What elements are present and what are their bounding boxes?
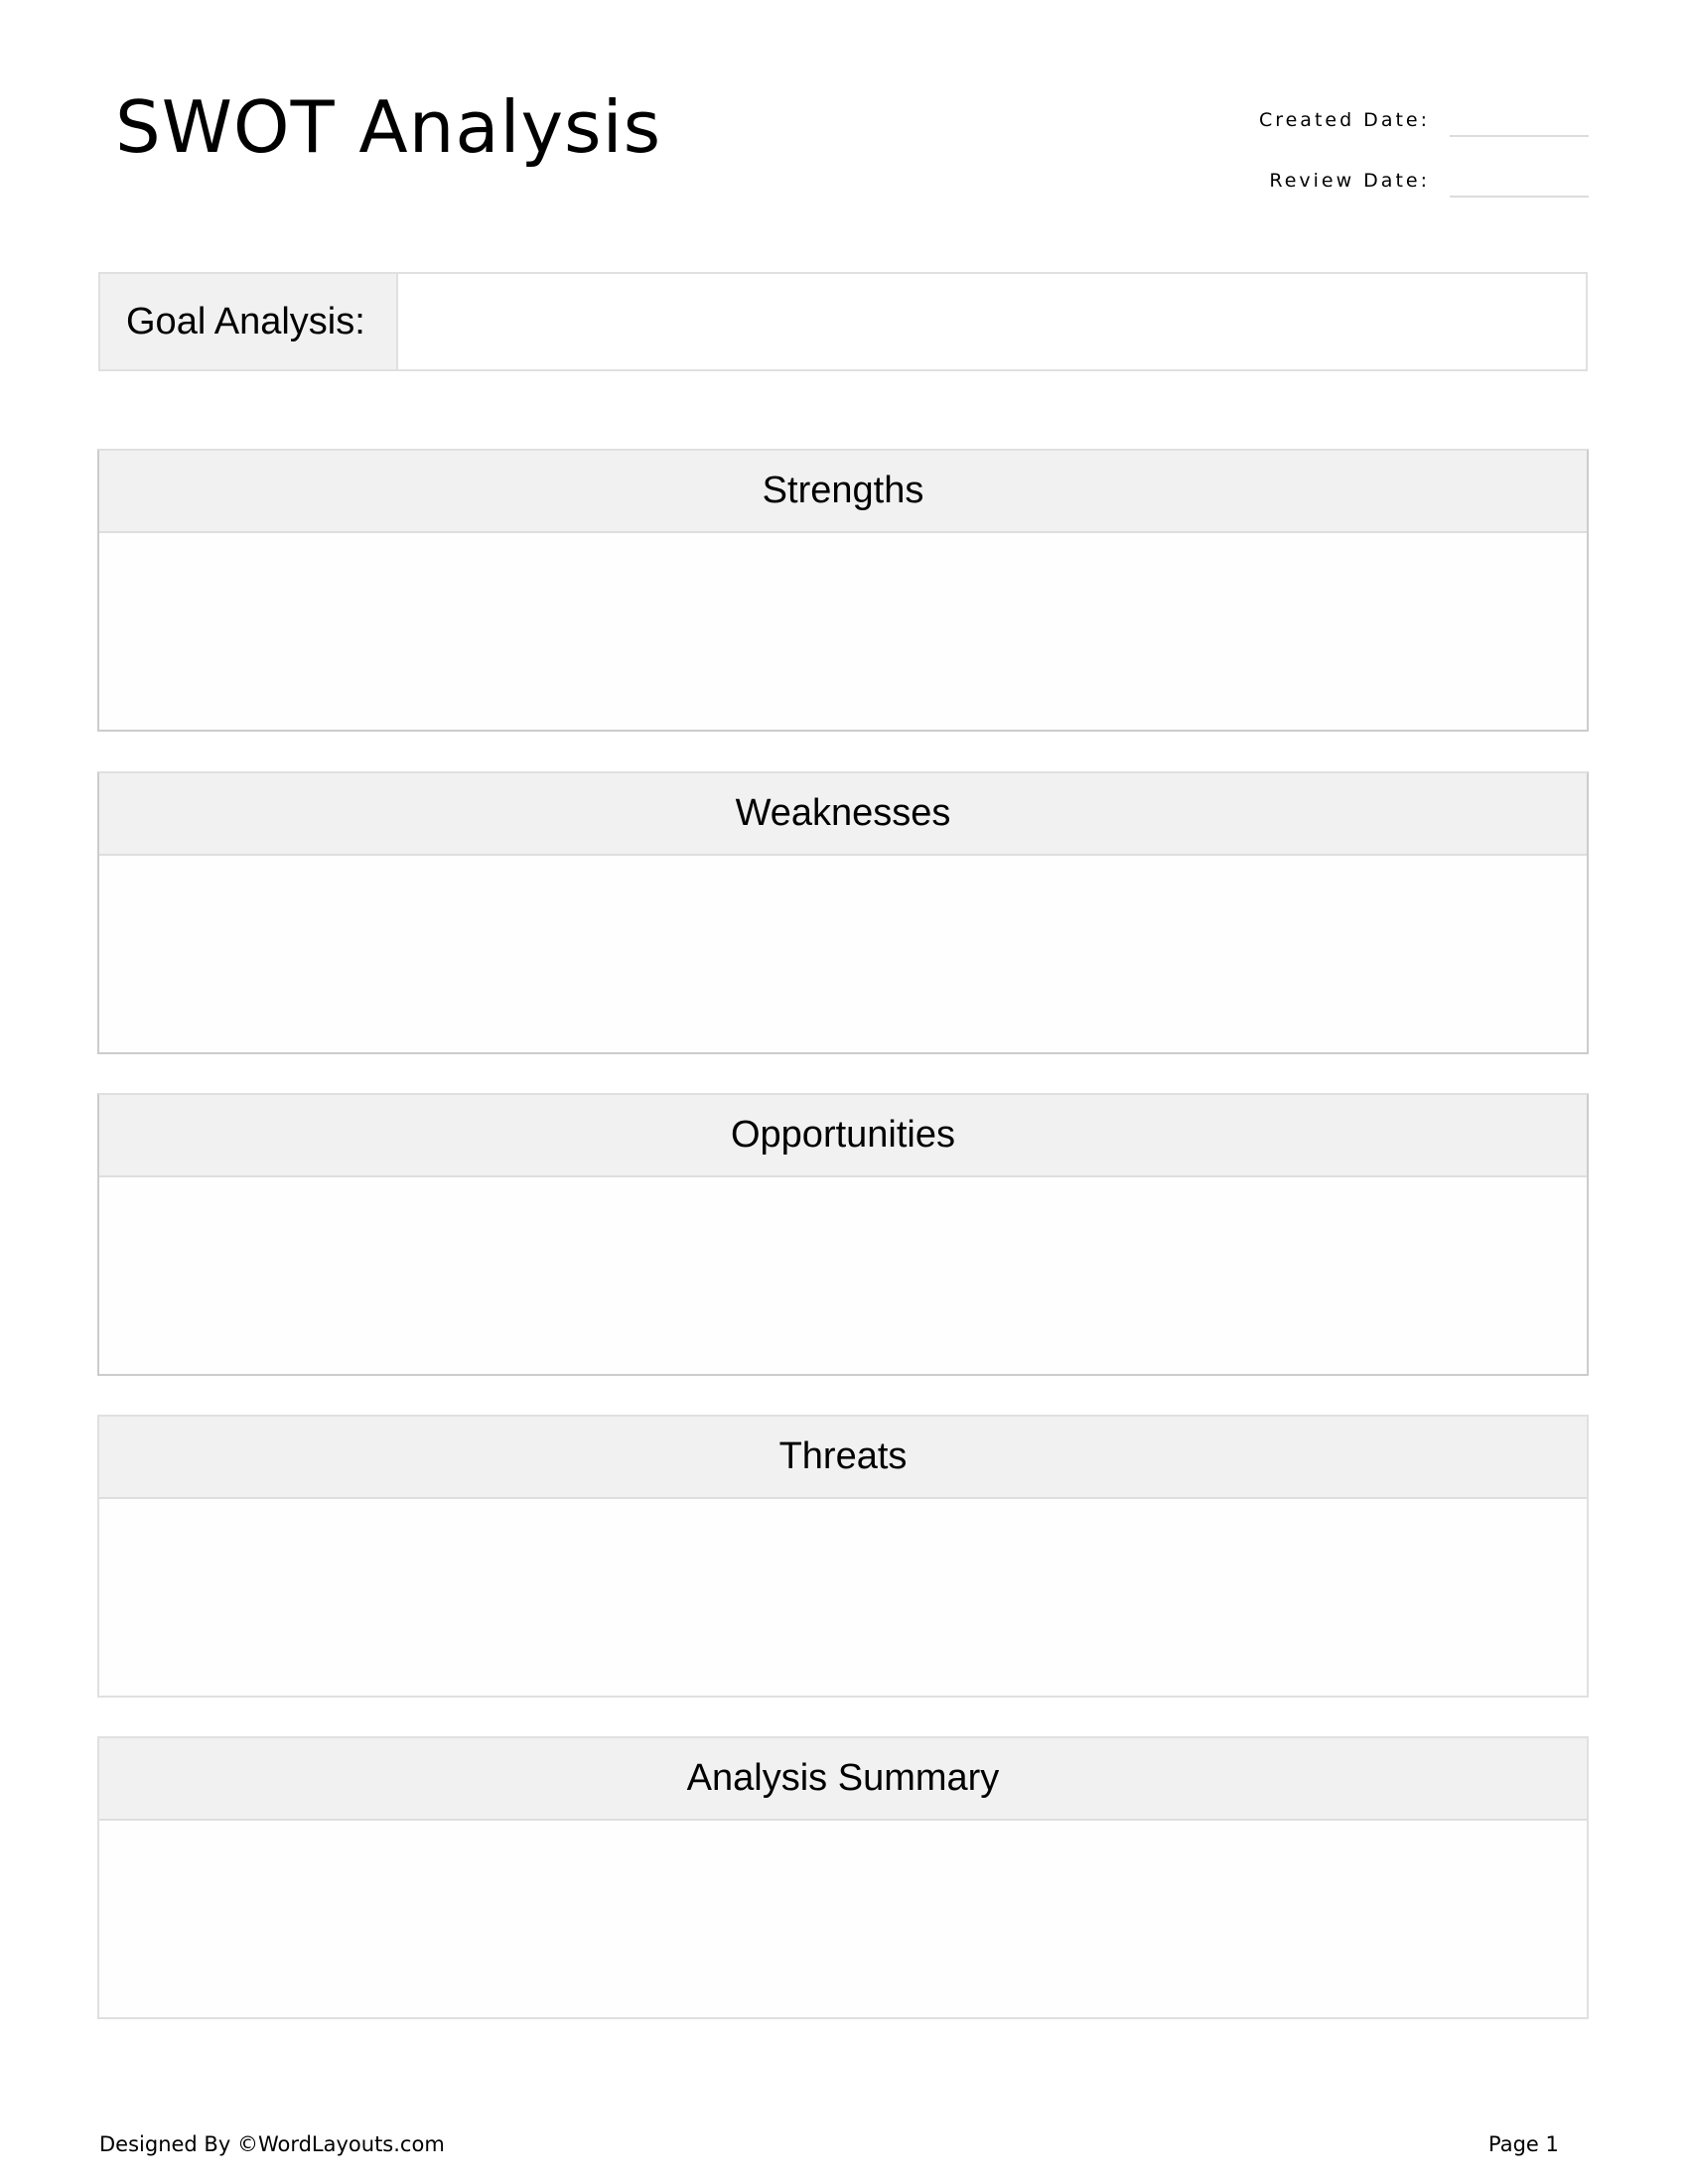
opportunities-field[interactable]: [99, 1177, 1587, 1374]
page-title: SWOT Analysis: [115, 85, 662, 169]
section-analysis-summary: [97, 1736, 1589, 2019]
section-header: Opportunities: [99, 1095, 1587, 1177]
created-date-label: Created Date:: [1258, 109, 1430, 131]
section-header: Analysis Summary: [99, 1738, 1587, 1821]
goal-analysis-row: [98, 272, 1588, 371]
created-date-row: [1231, 107, 1589, 137]
goal-analysis-label: Goal Analysis:: [100, 274, 398, 369]
section-threats: [97, 1415, 1589, 1698]
review-date-field[interactable]: [1450, 196, 1589, 198]
section-header: Weaknesses: [99, 773, 1587, 856]
threats-field[interactable]: [99, 1499, 1587, 1696]
analysis-summary-field[interactable]: [99, 1821, 1587, 2017]
section-header: Threats: [99, 1417, 1587, 1499]
strengths-field[interactable]: [99, 533, 1587, 730]
section-strengths: [97, 449, 1589, 732]
goal-analysis-field[interactable]: [398, 274, 1586, 369]
page-number: Page 1: [1488, 2132, 1559, 2156]
review-date-label: Review Date:: [1269, 170, 1430, 192]
weaknesses-field[interactable]: [99, 856, 1587, 1052]
section-weaknesses: [97, 771, 1589, 1054]
created-date-field[interactable]: [1450, 135, 1589, 137]
section-opportunities: [97, 1093, 1589, 1376]
section-header: Strengths: [99, 451, 1587, 533]
footer-credit: Designed By ©WordLayouts.com: [99, 2132, 445, 2156]
review-date-row: [1231, 168, 1589, 198]
